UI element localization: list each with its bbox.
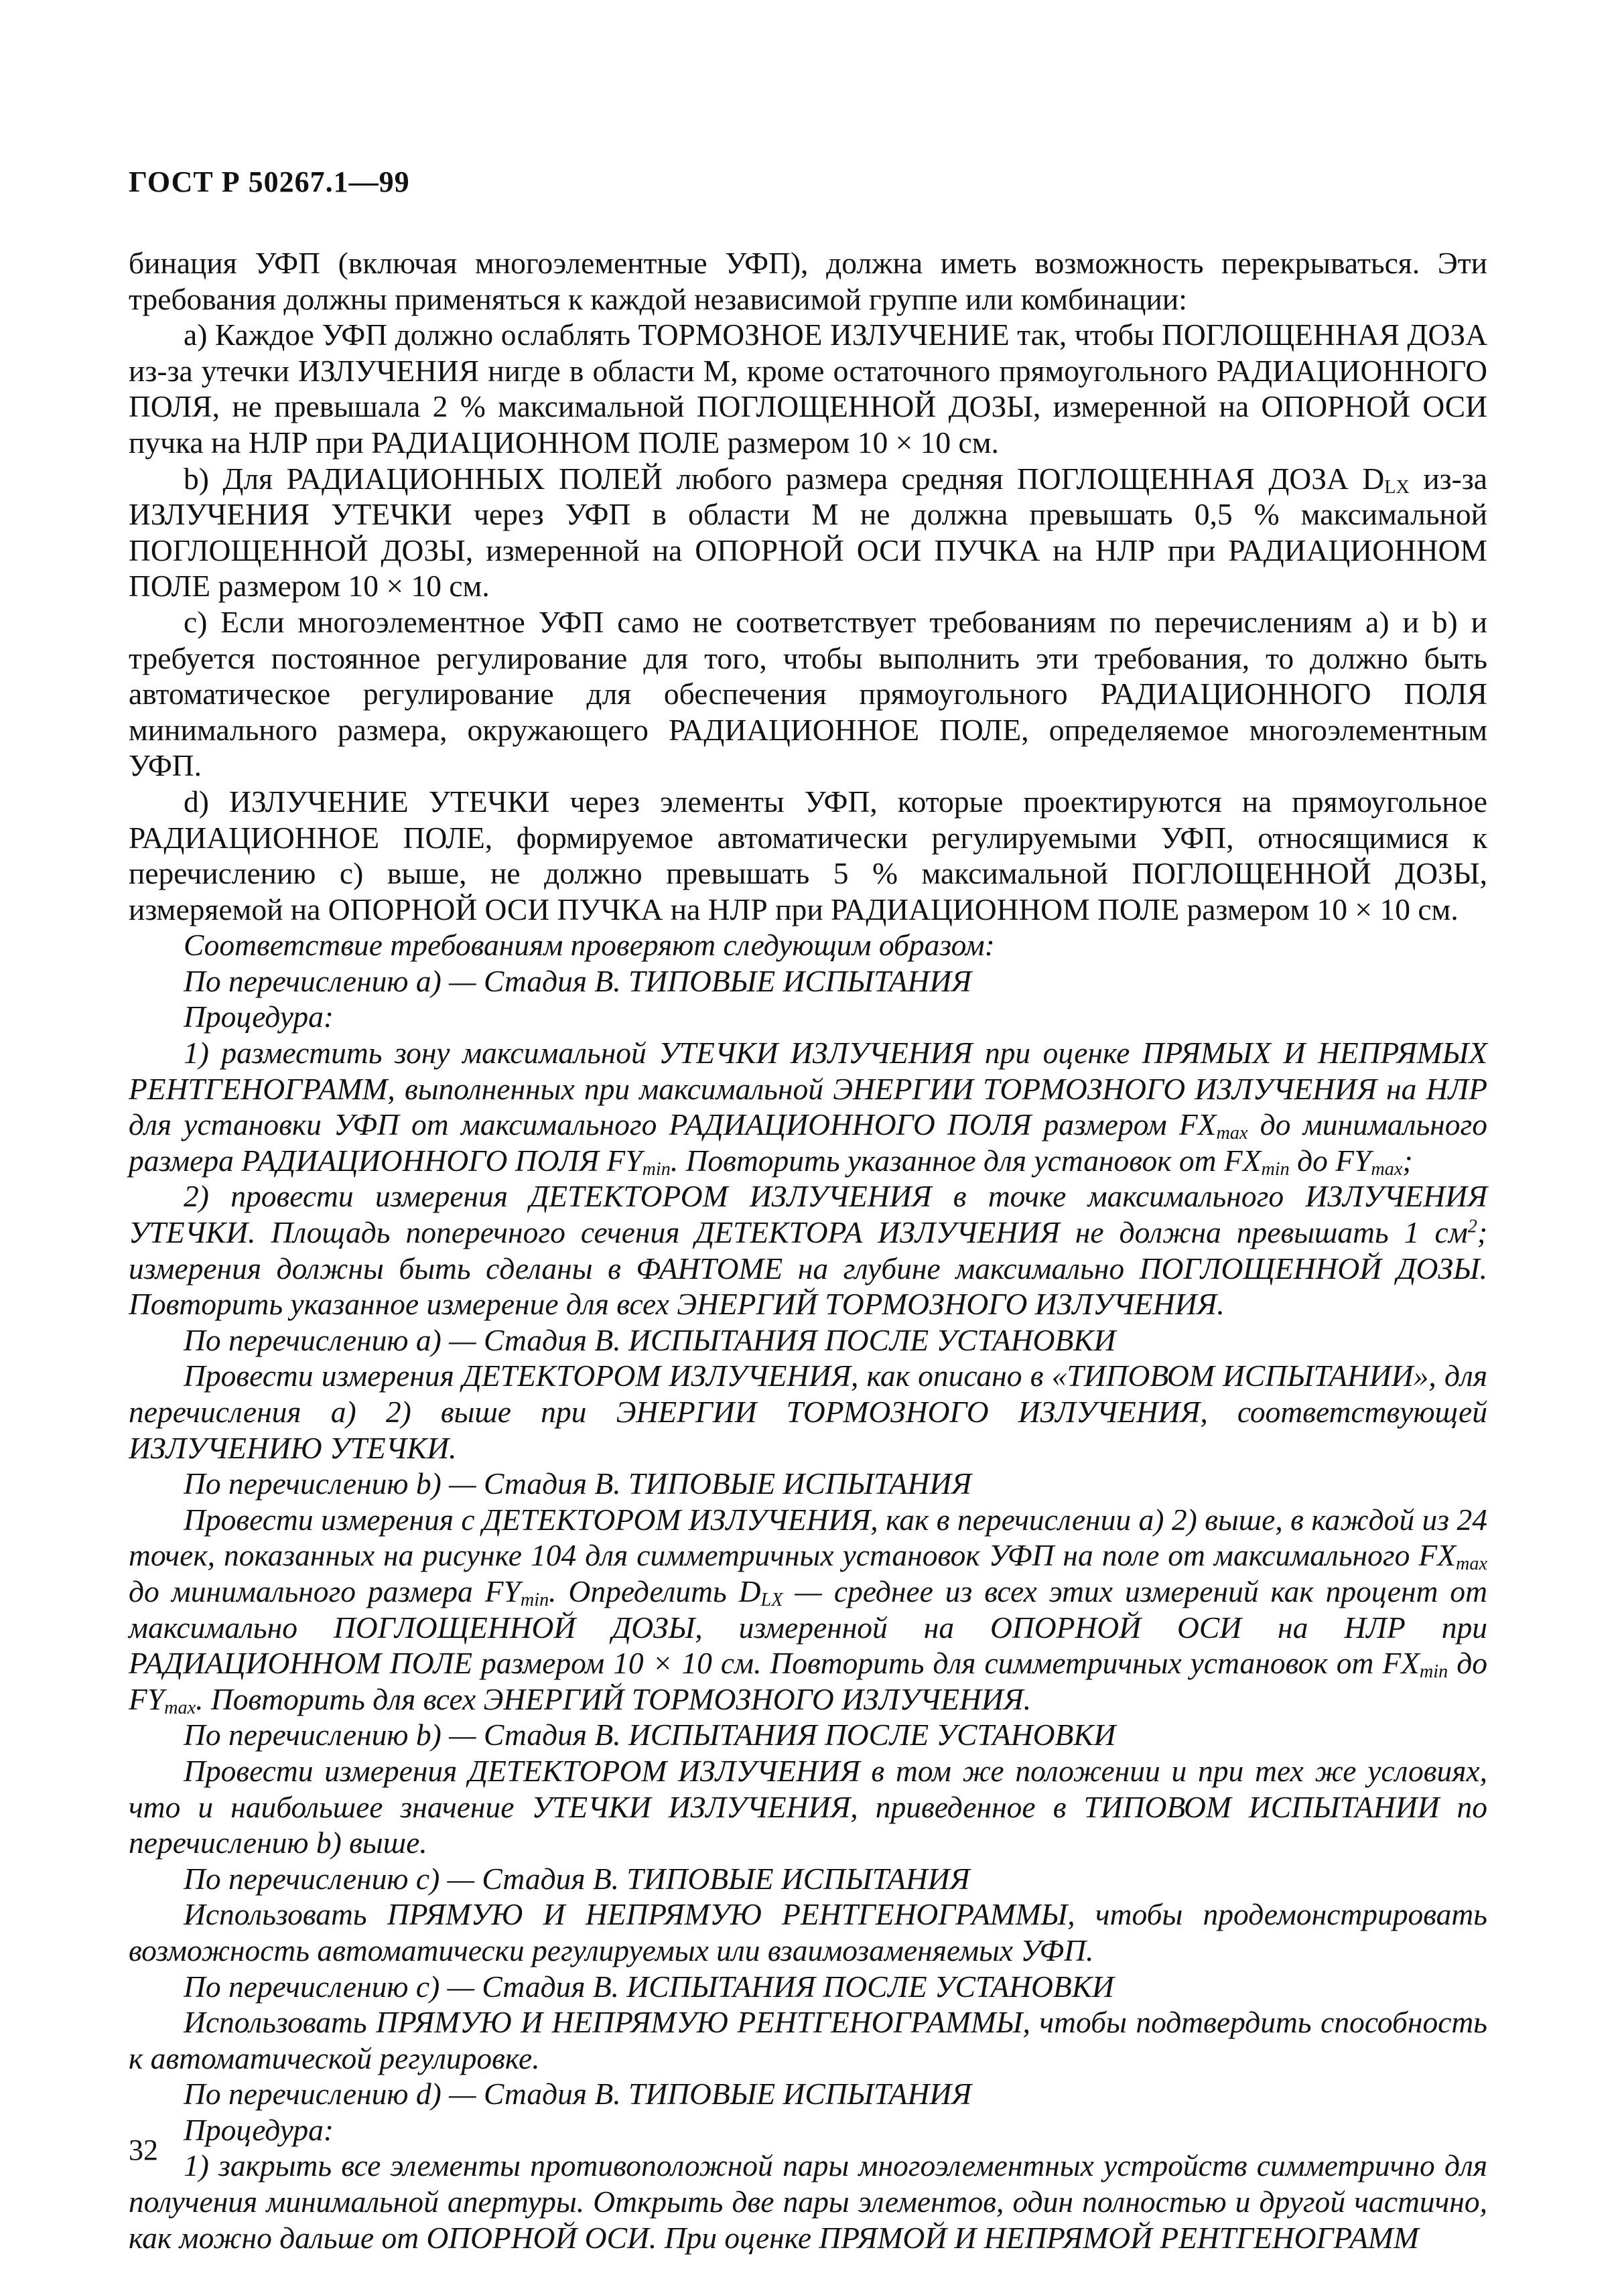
test-heading-b-install: По перечислению b) — Стадия В. ИСПЫТАНИЯ ПОСЛЕ УСТАНОВКИ: [184, 1718, 1116, 1752]
paragraph-c-install: Использовать ПРЯМУЮ И НЕПРЯМУЮ РЕНТГЕНОГРАММЫ, чтобы подтвердить способность к автоматической регулировке.: [129, 2005, 1487, 2075]
paragraph-item-b: b) Для РАДИАЦИОННЫХ ПОЛЕЙ любого размера средняя ПОГЛОЩЕННАЯ ДОЗА $D_{LX}$ из-за ИЗЛУЧЕНИЯ УТЕЧКИ через УФП в области М не должна превышать 0,5 % максимальной ПОГЛОЩЕННОЙ ДОЗЫ, измеренной на ОПОРНОЙ ОСИ ПУЧКА на НЛР при РАДИАЦИОННОМ ПОЛЕ размером 10 × 10 см.: [129, 461, 1487, 604]
test-heading-c-type: По перечислению c) — Стадия В. ТИПОВЫЕ ИСПЫТАНИЯ: [184, 1861, 970, 1896]
test-heading-d-type: По перечислению d) — Стадия В. ТИПОВЫЕ ИСПЫТАНИЯ: [184, 2077, 972, 2111]
paragraph-b-install: Провести измерения ДЕТЕКТОРОМ ИЗЛУЧЕНИЯ в том же положении и при тех же условиях, что и наибольшее значение УТЕЧКИ ИЗЛУЧЕНИЯ, приведенное в ТИПОВОМ ИСПЫТАНИИ по перечислению b) выше.: [129, 1753, 1487, 1860]
body-text: [129, 245, 1487, 2255]
paragraph-item-c: c) Если многоэлементное УФП само не соответствует требованиям по перечислениям a) и b) и требуется постоянное регулирование для того, чтобы выполнить эти требования, то должно быть автоматическое регулирование для обеспечения прямоугольного РАДИАЦИОННОГО ПОЛЯ минимального размера, окружающего РАДИАЦИОННОЕ ПОЛЕ, определяемое многоэлементным УФП.: [129, 604, 1487, 783]
test-heading-b-type: По перечислению b) — Стадия В. ТИПОВЫЕ ИСПЫТАНИЯ: [184, 1466, 972, 1501]
paragraph-item-a: a) Каждое УФП должно ослаблять ТОРМОЗНОЕ ИЗЛУЧЕНИЕ так, чтобы ПОГЛОЩЕННАЯ ДОЗА из-за утечки ИЗЛУЧЕНИЯ нигде в области М, кроме остаточного прямоугольного РАДИАЦИОННОГО ПОЛЯ, не превышала 2 % максимальной ПОГЛОЩЕННОЙ ДОЗЫ, измеренной на ОПОРНОЙ ОСИ пучка на НЛР при РАДИАЦИОННОМ ПОЛЕ размером 10 × 10 см.: [129, 318, 1487, 460]
page-number: 32: [129, 2134, 158, 2166]
compliance-heading: Соответствие требованиям проверяют следующим образом:: [184, 928, 995, 963]
procedure-step-a2: 2) провести измерения ДЕТЕКТОРОМ ИЗЛУЧЕНИЯ в точке максимального ИЗЛУЧЕНИЯ УТЕЧКИ. Площадь поперечного сечения ДЕТЕКТОРА ИЗЛУЧЕНИЯ не должна превышать 1 $см^2$; измерения должны быть сделаны в ФАНТОМЕ на глубине максимально ПОГЛОЩЕННОЙ ДОЗЫ. Повторить указанное измерение для всех ЭНЕРГИЙ ТОРМОЗНОГО ИЗЛУЧЕНИЯ.: [129, 1179, 1487, 1322]
standard-header: ГОСТ Р 50267.1—99: [129, 165, 410, 198]
test-heading-a-install: По перечислению a) — Стадия В. ИСПЫТАНИЯ ПОСЛЕ УСТАНОВКИ: [184, 1322, 1116, 1357]
procedure-label-d: Процедура:: [184, 2112, 334, 2147]
paragraph-item-d: d) ИЗЛУЧЕНИЕ УТЕЧКИ через элементы УФП, которые проектируются на прямоугольное РАДИАЦИОННОЕ ПОЛЕ, формируемое автоматически регулируемыми УФП, относящимися к перечислению c) выше, не должно превышать 5 % максимальной ПОГЛОЩЕННОЙ ДОЗЫ, измеряемой на ОПОРНОЙ ОСИ ПУЧКА на НЛР при РАДИАЦИОННОМ ПОЛЕ размером 10 × 10 см.: [129, 784, 1487, 926]
procedure-step-d1: 1) закрыть все элементы противоположной пары многоэлементных устройств симметрично для получения минимальной апертуры. Открыть две пары элементов, один полностью и другой частично, как можно дальше от ОПОРНОЙ ОСИ. При оценке ПРЯМОЙ И НЕПРЯМОЙ РЕНТГЕНОГРАММ: [129, 2148, 1487, 2255]
procedure-step-a1: 1) разместить зону максимальной УТЕЧКИ ИЗЛУЧЕНИЯ при оценке ПРЯМЫХ И НЕПРЯМЫХ РЕНТГЕНОГРАММ, выполненных при максимальной ЭНЕРГИИ ТОРМОЗНОГО ИЗЛУЧЕНИЯ на НЛР для установки УФП от максимального РАДИАЦИОННОГО ПОЛЯ размером $FX_{max}$ до минимального размера РАДИАЦИОННОГО ПОЛЯ $FY_{min}$. Повторить указанное для установок от $FX_{min}$ до $FY_{max}$;: [129, 1036, 1487, 1180]
procedure-label: Процедура:: [184, 999, 334, 1034]
paragraph-c-type: Использовать ПРЯМУЮ И НЕПРЯМУЮ РЕНТГЕНОГРАММЫ, чтобы продемонстрировать возможность автоматически регулируемых или взаимозаменяемых УФП.: [129, 1897, 1487, 1967]
test-heading-a-type: По перечислению a) — Стадия В. ТИПОВЫЕ ИСПЫТАНИЯ: [184, 963, 972, 998]
test-heading-c-install: По перечислению c) — Стадия В. ИСПЫТАНИЯ ПОСЛЕ УСТАНОВКИ: [184, 1969, 1114, 2004]
paragraph-a-install: Провести измерения ДЕТЕКТОРОМ ИЗЛУЧЕНИЯ, как описано в «ТИПОВОМ ИСПЫТАНИИ», для перечисления a) 2) выше при ЭНЕРГИИ ТОРМОЗНОГО ИЗЛУЧЕНИЯ, соответствующей ИЗЛУЧЕНИЮ УТЕЧКИ.: [129, 1359, 1487, 1465]
paragraph-continuation: бинация УФП (включая многоэлементные УФП), должна иметь возможность перекрываться. Эти требования должны применяться к каждой независимой группе или комбинации:: [129, 246, 1487, 316]
paragraph-b-type: Провести измерения с ДЕТЕКТОРОМ ИЗЛУЧЕНИЯ, как в перечислении a) 2) выше, в каждой из 24 точек, показанных на рисунке 104 для симметричных установок УФП на поле от максимального $FX_{max}$ до минимального размера $FY_{min}$. Определить $D_{LX}$ — среднее из всех этих измерений как процент от максимально ПОГЛОЩЕННОЙ ДОЗЫ, измеренной на ОПОРНОЙ ОСИ на НЛР при РАДИАЦИОННОМ ПОЛЕ размером 10 × 10 см. Повторить для симметричных установок от $FX_{min}$ до $FY_{max}$. Повторить для всех ЭНЕРГИЙ ТОРМОЗНОГО ИЗЛУЧЕНИЯ.: [129, 1502, 1487, 1718]
